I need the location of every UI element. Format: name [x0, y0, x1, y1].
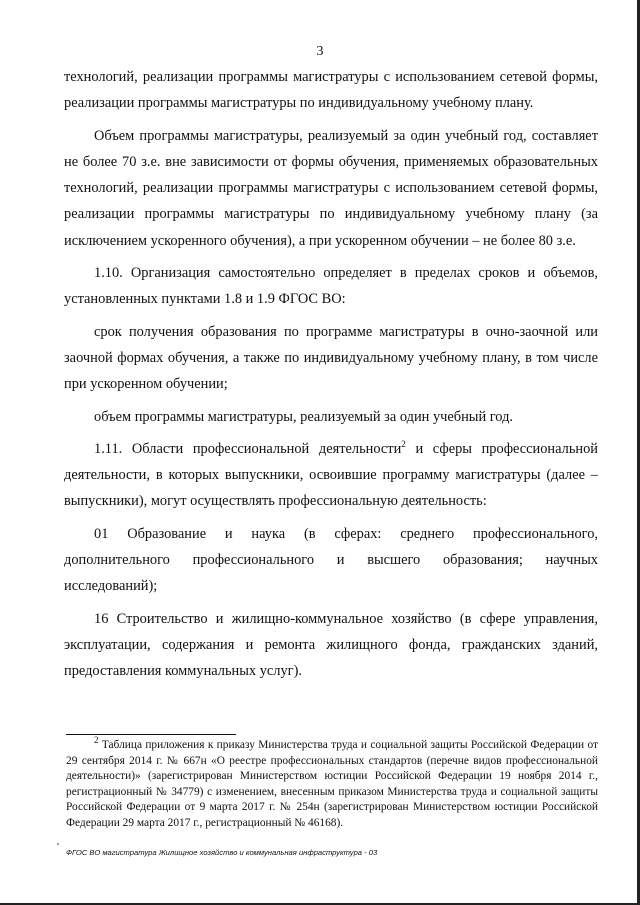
paragraph-1-11 [64, 436, 598, 515]
paragraph-volume-year: объем программы магистратуры, реализуемый за один учебный год. [94, 408, 513, 425]
paragraph-area-01: 01 Образование и наука (в сферах: среднего профессионального, дополнительного профессионального и высшего образования; научных исследований); [64, 525, 598, 595]
footnote-text: Таблица приложения к приказу Министерства труда и социальной защиты Российской Федерации от 29 сентября 2014 г. № 667н «О реестре профессиональных стандартов (перечне видов профессиональной деятельности)» (зарегистрирован Министерством юстиции Российской Федерации 19 ноября 2014 г., регистрационный № 34779) с изменением, внесенным приказом Министерства труда и социальной защиты Российской Федерации от 9 марта 2017 г. № 254н (зарегистрирован Министерством юстиции Российской Федерации 29 марта 2017 г., регистрационный № 46168). [66, 739, 598, 829]
page-number: 3 [316, 44, 324, 59]
document-footer: ФГОС ВО магистратура Жилищное хозяйство и коммунальная инфраструктура - 03 [66, 848, 378, 857]
footnote [66, 735, 598, 832]
footnote-reference: 2 [401, 439, 406, 450]
paragraph-1-11-start: 1.11. Области профессиональной деятельности [94, 440, 402, 457]
paragraph-term: срок получения образования по программе магистратуры в очно-заочной или заочной формах обучения, а также по индивидуальному учебному плану, в том числе при ускоренном обучении; [64, 323, 598, 393]
footer-mark: ' [57, 842, 59, 853]
body-text [64, 64, 598, 685]
paragraph-program-volume: Объем программы магистратуры, реализуемый за один учебный год, составляет не более 70 з.е. вне зависимости от формы обучения, применяемых образовательных технологий, реализации программы магистратуры с использованием сетевой формы, реализации программы магистратуры по индивидуальному учебному плану (за исключением ускоренного обучения), а при ускоренном обучении – не более 80 з.е. [64, 127, 598, 249]
paragraph-continuation: технологий, реализации программы магистратуры с использованием сетевой формы, реализации программы магистратуры по индивидуальному учебному плану. [64, 69, 598, 112]
paragraph-area-16: 16 Строительство и жилищно-коммунальное хозяйство (в сфере управления, эксплуатации, содержания и ремонта жилищного фонда, гражданских зданий, предоставления коммунальных услуг). [64, 610, 598, 680]
paragraph-1-11-end: и сферы профессиональной деятельности, в которых выпускники, освоившие программу магистратуры (далее – выпускники), могут осуществлять профессиональную деятельность: [64, 440, 598, 510]
footnote-mark: 2 [94, 735, 99, 746]
paragraph-1-10: 1.10. Организация самостоятельно определяет в пределах сроков и объемов, установленных пунктами 1.8 и 1.9 ФГОС ВО: [64, 265, 598, 308]
